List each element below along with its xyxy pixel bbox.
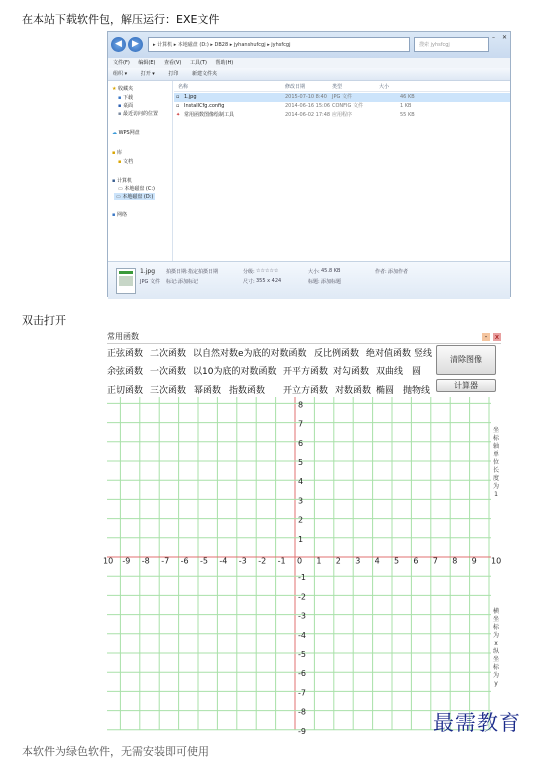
nav-downloads[interactable]: ▪ 下载	[118, 95, 133, 101]
drive-icon: ▭	[116, 194, 121, 200]
x-tick-label: -5	[200, 556, 208, 566]
column-date[interactable]: 修改日期	[285, 84, 306, 90]
y-tick-label: 6	[298, 438, 304, 448]
file-list-header	[174, 81, 510, 92]
details-pane: 1.jpg JPG 文件 拍摄日期: 指定拍摄日期 标记: 添加标记 分级: ☆☆☆☆☆ 尺寸: 355 x 424 大小: 45.8 KB 标题: 添加标题 作者: 添加作者	[108, 261, 510, 299]
nav-drive-d[interactable]: ▭ 本地磁盘 (D:)	[116, 194, 154, 200]
x-tick-label: -7	[161, 556, 170, 566]
explorer-menubar	[108, 58, 510, 68]
y-tick-label: -7	[298, 688, 306, 698]
fn-hyperbola[interactable]: 双曲线	[376, 367, 404, 377]
coordinate-grid	[103, 397, 502, 736]
close-icon[interactable]: ✕	[502, 34, 508, 41]
fn-circle[interactable]: 圆	[412, 367, 422, 377]
open-button[interactable]: 打开 ▾	[140, 71, 155, 77]
x-tick-label: 10	[103, 556, 114, 566]
fn-ellipse[interactable]: 椭圆	[376, 386, 395, 396]
menu-file[interactable]: 文件(F)	[113, 60, 130, 66]
x-tick-label: 1	[316, 556, 322, 566]
config-file-icon: ▫	[176, 103, 180, 109]
x-tick-label: 3	[355, 556, 361, 566]
library-icon: ▪	[112, 150, 116, 156]
x-tick-label: 7	[432, 556, 438, 566]
y-tick-label: 4	[298, 477, 304, 487]
y-tick-label: -6	[298, 669, 306, 679]
app-titlebar	[107, 331, 501, 344]
x-tick-label: 5	[394, 556, 400, 566]
column-size[interactable]: 大小	[379, 84, 390, 90]
minimize-icon[interactable]: -	[482, 333, 490, 341]
fn-parabola[interactable]: 抛物线	[403, 386, 431, 396]
rating-stars[interactable]: ☆☆☆☆☆	[256, 268, 279, 274]
menu-tools[interactable]: 工具(T)	[189, 60, 207, 66]
navigation-pane	[108, 81, 173, 261]
close-icon[interactable]: x	[494, 333, 500, 341]
image-file-icon: ▫	[176, 94, 180, 100]
fn-nike[interactable]: 对勾函数	[333, 367, 370, 377]
organize-button[interactable]: 组织 ▾	[113, 71, 128, 77]
x-tick-label: -4	[219, 556, 228, 566]
network-icon: ▪	[112, 212, 116, 218]
nav-documents[interactable]: ▪ 文档	[118, 159, 133, 165]
y-tick-label: 3	[298, 496, 304, 506]
fn-quadratic[interactable]: 二次函数	[150, 349, 187, 359]
green-software-caption: 本软件为绿色软件，无需安装即可使用	[22, 745, 209, 758]
shot-date-field[interactable]: 指定拍摄日期	[188, 269, 219, 275]
y-tick-label: -9	[298, 726, 306, 736]
x-tick-label: -6	[180, 556, 189, 566]
x-tick-label: 0	[297, 556, 303, 566]
fn-tangent[interactable]: 正切函数	[107, 386, 144, 396]
function-plotter-window	[103, 331, 502, 736]
explorer-address-bar-area	[108, 32, 510, 58]
column-type[interactable]: 类型	[332, 84, 343, 90]
nav-desktop[interactable]: ▪ 桌面	[118, 103, 133, 109]
x-tick-label: -1	[277, 556, 286, 566]
watermark-logo: 最需教育	[433, 711, 521, 735]
app-title: 常用函数	[107, 332, 139, 341]
desktop-icon: ▪	[118, 103, 122, 109]
fn-logarithm[interactable]: 对数函数	[335, 386, 372, 396]
y-tick-label: -4	[298, 630, 306, 640]
forward-arrow-icon[interactable]: ▶	[128, 37, 143, 52]
author-field[interactable]: 添加作者	[388, 269, 409, 275]
image-dimensions: 355 x 424	[256, 278, 282, 284]
column-name[interactable]: 名称	[178, 84, 189, 90]
fn-square-root[interactable]: 开平方函数	[283, 367, 329, 377]
documents-icon: ▪	[118, 159, 122, 165]
y-tick-label: 1	[298, 534, 304, 544]
file-row[interactable]: ▫ 1.jpg 2015-07-10 8:40 JPG 文件 46 KB	[174, 93, 510, 102]
x-tick-label: -8	[141, 556, 150, 566]
fn-exponential[interactable]: 指数函数	[229, 386, 266, 396]
menu-view[interactable]: 查看(V)	[164, 60, 182, 66]
details-filename: 1.jpg	[140, 268, 156, 275]
y-tick-label: -3	[298, 611, 306, 621]
fn-log10[interactable]: 以10为底的对数函数	[193, 367, 277, 377]
y-tick-label: 2	[298, 515, 304, 525]
x-tick-label: 2	[335, 556, 341, 566]
minimize-icon[interactable]: –	[492, 34, 495, 41]
double-click-caption: 双击打开	[22, 314, 66, 327]
file-explorer-window	[107, 31, 511, 297]
y-tick-label: -8	[298, 707, 306, 717]
menu-edit[interactable]: 编辑(E)	[138, 60, 156, 66]
nav-recent[interactable]: ▪ 最近访问的位置	[118, 111, 158, 117]
x-tick-label: -2	[258, 556, 267, 566]
fn-linear[interactable]: 一次函数	[150, 367, 187, 377]
fn-absolute-value[interactable]: 绝对值函数	[366, 349, 412, 359]
nav-network[interactable]: ▪ 网络	[112, 212, 127, 218]
x-tick-label: 9	[471, 556, 477, 566]
drive-icon: ▭	[118, 186, 123, 192]
x-tick-label: -3	[238, 556, 247, 566]
fn-inverse-proportion[interactable]: 反比例函数	[314, 349, 360, 359]
search-input[interactable]: 搜索 jyhsfcgj	[414, 37, 489, 52]
x-tick-label: 4	[374, 556, 380, 566]
computer-icon: ▪	[112, 178, 116, 184]
y-tick-label: -2	[298, 592, 306, 602]
nav-libraries[interactable]: ▪ 库	[112, 150, 122, 156]
fn-natural-log[interactable]: 以自然对数e为底的对数函数	[193, 349, 307, 359]
folder-icon: ▪	[118, 95, 122, 101]
menu-help[interactable]: 帮助(H)	[215, 60, 234, 66]
x-tick-label: 8	[452, 556, 458, 566]
new-folder-button[interactable]: 新建文件夹	[192, 71, 218, 77]
nav-wps-cloud[interactable]: ☁ WPS网盘	[112, 130, 140, 136]
download-instruction-caption: 在本站下载软件包，解压运行：EXE文件	[22, 13, 220, 26]
title-field[interactable]: 添加标题	[321, 279, 342, 285]
print-button[interactable]: 打印	[168, 71, 179, 77]
recent-places-icon: ▪	[118, 111, 122, 117]
tags-field[interactable]: 添加标记	[178, 279, 199, 285]
y-tick-label: -5	[298, 650, 306, 659]
axis-note-top: 坐标轴单位长度为1	[493, 427, 500, 498]
cloud-icon: ☁	[112, 130, 117, 136]
calculator-button[interactable]: 计算器	[436, 379, 496, 392]
image-thumbnail-icon	[116, 268, 136, 294]
x-tick-label: -9	[122, 556, 131, 566]
nav-computer[interactable]: ▪ 计算机	[112, 178, 132, 184]
fn-cosine[interactable]: 余弦函数	[107, 367, 144, 377]
y-tick-label: 8	[298, 400, 304, 410]
file-row[interactable]: ▫ InstallCfg.config 2014-06-16 15:06 CONFIG 文件 1 KB	[176, 103, 412, 109]
x-tick-label: 10	[491, 556, 502, 566]
application-icon: ✦	[176, 112, 181, 118]
fn-power[interactable]: 幂函数	[194, 386, 222, 396]
explorer-toolbar	[108, 68, 510, 81]
file-row[interactable]: ✦ 常用函数图像绘制工具 2014-06-02 17:48 应用程序 55 KB	[176, 112, 415, 118]
clear-graph-button[interactable]: 清除图像	[436, 345, 496, 375]
axis-note-bottom: 横坐标为x纵坐标为y	[493, 608, 500, 687]
file-size: 45.8 KB	[321, 268, 341, 274]
details-filetype: JPG 文件	[140, 279, 160, 285]
fn-cubic[interactable]: 三次函数	[150, 386, 187, 396]
nav-favorites[interactable]: ★ 收藏夹	[112, 86, 134, 92]
y-tick-label: -1	[298, 573, 306, 583]
x-tick-label: 6	[413, 556, 419, 566]
fn-cube-root[interactable]: 开立方函数	[283, 386, 329, 396]
address-bar[interactable]: ▸ 计算机 ▸ 本地磁盘 (D:) ▸ DB28 ▸ jyhanshufcgj ▸ jyhsfcgj	[148, 37, 410, 52]
y-tick-label: 5	[298, 458, 304, 467]
back-arrow-icon[interactable]: ◀	[111, 37, 126, 52]
fn-sine[interactable]: 正弦函数	[107, 349, 144, 359]
star-icon: ★	[112, 86, 117, 92]
fn-vertical-line[interactable]: 竖线	[414, 349, 433, 359]
y-tick-label: 7	[298, 419, 304, 429]
nav-drive-c[interactable]: ▭ 本地磁盘 (C:)	[118, 186, 155, 192]
